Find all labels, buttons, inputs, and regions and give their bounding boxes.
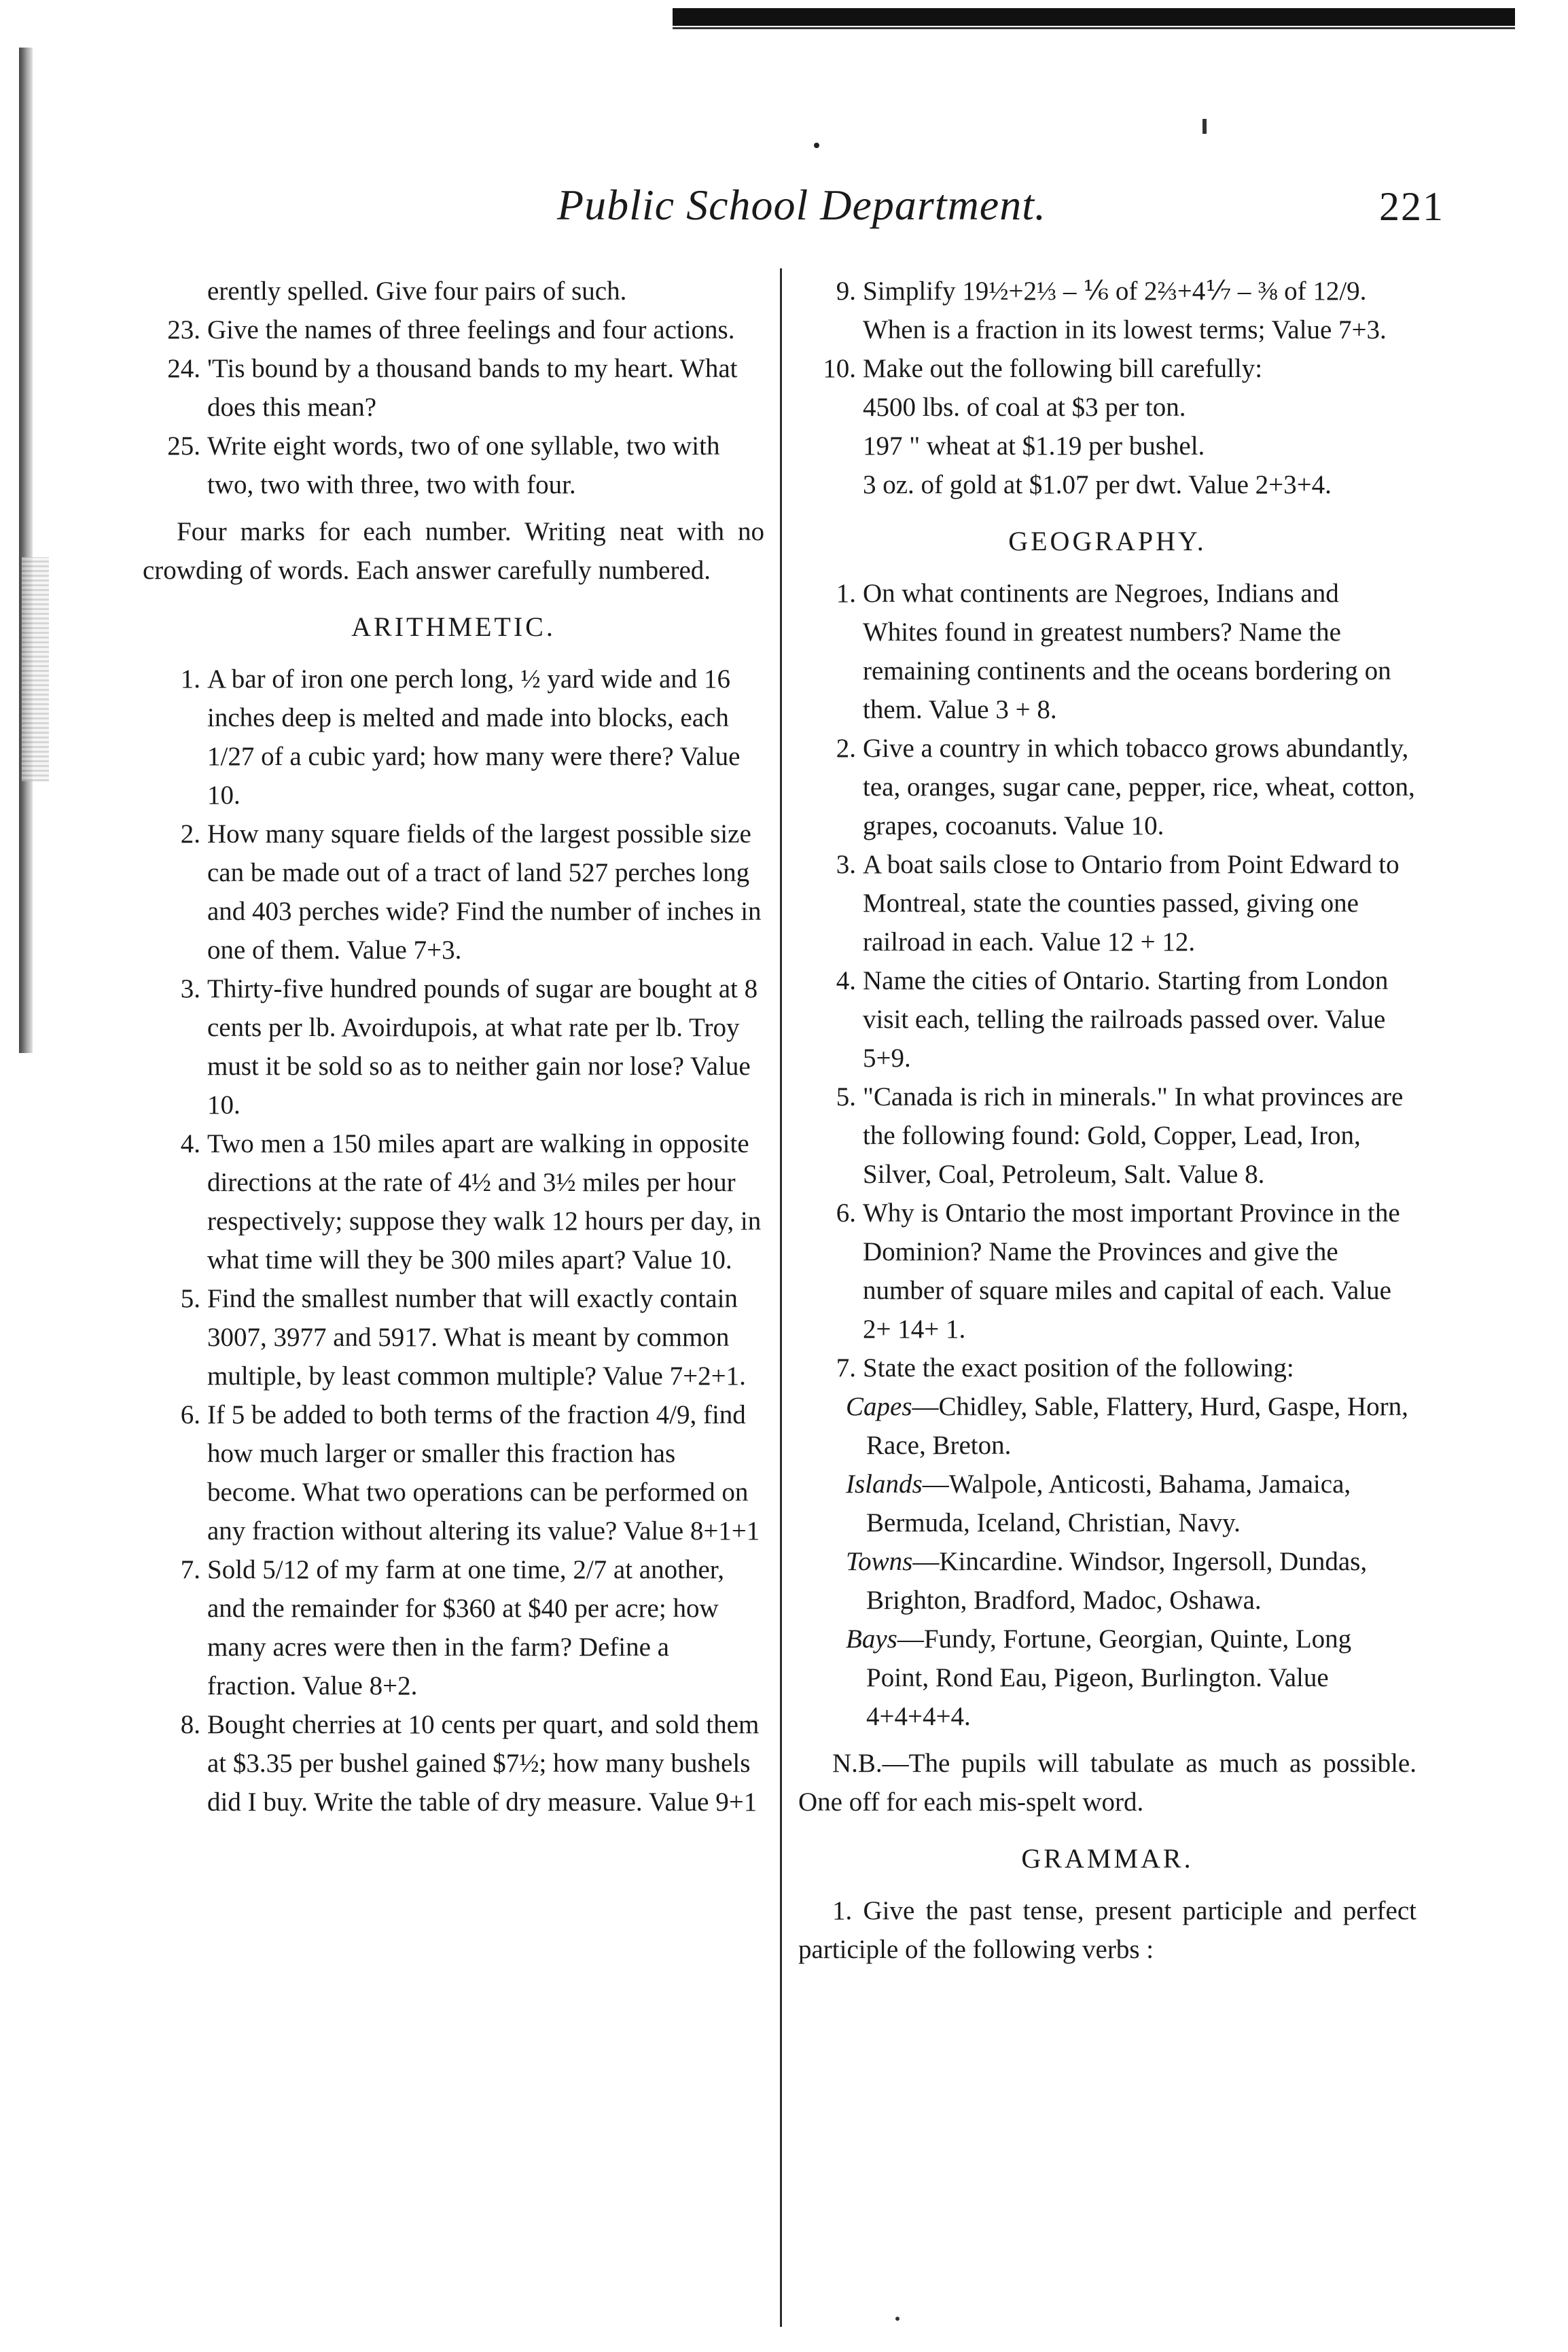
item-text: Bought cherries at 10 cents per quart, and sold them at $3.35 per bushel gained $7½; how many bushels did I buy. Write the table of dry measure. Value 9+1 bbox=[207, 1710, 760, 1817]
position-entry bbox=[798, 1465, 1416, 1542]
list-item bbox=[143, 660, 764, 815]
bill-line: 3 oz. of gold at $1.07 per dwt. Value 2+3+4. bbox=[863, 470, 1332, 499]
item-number: 7. bbox=[180, 1555, 200, 1584]
list-item bbox=[143, 969, 764, 1124]
item-text: Give a country in which tobacco grows abundantly, tea, oranges, sugar cane, pepper, rice, wheat, cotton, grapes, cocoanuts. Value 10. bbox=[863, 734, 1415, 840]
item-number: 6. bbox=[180, 1400, 200, 1429]
item-number: 10. bbox=[823, 354, 856, 383]
list-item bbox=[798, 961, 1416, 1077]
item-text: Why is Ontario the most important Province in the Dominion? Name the Provinces and give the number of square miles and capital of each. Value 2+ 14+ 1. bbox=[863, 1198, 1400, 1344]
list-item bbox=[798, 272, 1416, 349]
position-text: —Walpole, Anticosti, Bahama, Jamaica, Bermuda, Iceland, Christian, Navy. bbox=[866, 1469, 1351, 1537]
position-label: Bays bbox=[846, 1624, 897, 1654]
item-number: 5. bbox=[836, 1082, 856, 1111]
top-border-line bbox=[673, 27, 1515, 29]
position-entry bbox=[798, 1387, 1416, 1465]
list-item bbox=[798, 1077, 1416, 1194]
print-speck bbox=[895, 2317, 899, 2321]
list-item bbox=[143, 427, 764, 504]
item-text: A bar of iron one perch long, ½ yard wide and 16 inches deep is melted and made into blocks, each 1/27 of a cubic yard; how many were there? Value 10. bbox=[207, 664, 741, 810]
item-text: Name the cities of Ontario. Starting from London visit each, telling the railroads passed over. Value 5+9. bbox=[863, 966, 1389, 1073]
binding-texture bbox=[22, 557, 49, 781]
binding-shadow bbox=[19, 48, 33, 1053]
continued-text: erently spelled. Give four pairs of such. bbox=[207, 277, 627, 306]
position-entry bbox=[798, 1542, 1416, 1620]
item-text: Thirty-five hundred pounds of sugar are bought at 8 cents per lb. Avoirdupois, at what rate per lb. Troy must it be sold so as to neither gain nor lose? Value 10. bbox=[207, 974, 758, 1120]
position-text: —Kincardine. Windsor, Ingersoll, Dundas, Brighton, Bradford, Madoc, Oshawa. bbox=[866, 1547, 1368, 1615]
list-item bbox=[798, 574, 1416, 729]
item-text: A boat sails close to Ontario from Point Edward to Montreal, state the counties passed, giving one railroad in each. Value 12 + 12. bbox=[863, 850, 1400, 957]
item-text: Give the names of three feelings and four actions. bbox=[207, 315, 735, 344]
item-text: How many square fields of the largest possible size can be made out of a tract of land 527 perches long and 403 perches wide? Find the number of inches in one of them. Value 7+3. bbox=[207, 819, 762, 965]
list-item bbox=[143, 1395, 764, 1550]
list-item bbox=[143, 349, 764, 427]
item-text: Sold 5/12 of my farm at one time, 2/7 at another, and the remainder for $360 at $40 per acre; how many acres were then in the farm? Define a fraction. Value 8+2. bbox=[207, 1555, 724, 1700]
item-text: Two men a 150 miles apart are walking in opposite directions at the rate of 4½ and 3½ miles per hour respectively; suppose they walk 12 hours per day, in what time will they be 300 miles apart? Value 10. bbox=[207, 1129, 762, 1275]
item-number: 6. bbox=[836, 1198, 856, 1228]
right-column bbox=[798, 272, 1416, 1969]
section-heading-geography: GEOGRAPHY. bbox=[1008, 526, 1207, 556]
instructions-note: Four marks for each number. Writing neat with no crowding of words. Each answer carefully numbered. bbox=[143, 517, 764, 585]
page-number: 221 bbox=[1379, 184, 1444, 229]
position-label: Towns bbox=[846, 1547, 913, 1576]
position-label: Capes bbox=[846, 1392, 912, 1421]
item-text: Find the smallest number that will exactly contain 3007, 3977 and 5917. What is meant by common multiple, by least common multiple? Value 7+2+1. bbox=[207, 1284, 746, 1391]
grammar-item: 1. Give the past tense, present participle and perfect participle of the following verbs : bbox=[798, 1896, 1416, 1964]
item-number: 1. bbox=[180, 664, 200, 694]
item-number: 23. bbox=[167, 315, 200, 344]
item-number: 2. bbox=[836, 734, 856, 763]
list-item bbox=[798, 349, 1416, 388]
item-number: 2. bbox=[180, 819, 200, 849]
item-text: Simplify 19½+2⅓ – ⅙ of 2⅔+4⅐ – ⅜ of 12/9. When is a fraction in its lowest terms; Value 7+3. bbox=[863, 277, 1387, 344]
list-item bbox=[143, 1550, 764, 1705]
item-number: 5. bbox=[180, 1284, 200, 1313]
item-number: 8. bbox=[180, 1710, 200, 1739]
item-text: Make out the following bill carefully: bbox=[863, 354, 1263, 383]
column-divider bbox=[780, 268, 782, 2327]
item-text: Write eight words, two of one syllable, two with two, two with three, two with four. bbox=[207, 431, 720, 499]
nb-note: N.B.—The pupils will tabulate as much as possible. One off for each mis-spelt word. bbox=[798, 1749, 1416, 1817]
item-number: 24. bbox=[167, 354, 200, 383]
list-item bbox=[143, 1124, 764, 1279]
position-entry bbox=[798, 1620, 1416, 1736]
list-item bbox=[143, 815, 764, 969]
bill-line: 4500 lbs. of coal at $3 per ton. bbox=[863, 393, 1186, 422]
item-number: 9. bbox=[836, 277, 856, 306]
top-border-bar bbox=[673, 8, 1515, 26]
item-number: 3. bbox=[836, 850, 856, 879]
item-number: 3. bbox=[180, 974, 200, 1003]
item-number: 1. bbox=[836, 579, 856, 608]
list-item bbox=[798, 729, 1416, 845]
list-item bbox=[143, 310, 764, 349]
position-text: —Fundy, Fortune, Georgian, Quinte, Long Point, Rond Eau, Pigeon, Burlington. Value 4+4+4+4. bbox=[866, 1624, 1352, 1731]
item-number: 4. bbox=[836, 966, 856, 995]
item-text: On what continents are Negroes, Indians and Whites found in greatest numbers? Name the remaining continents and the oceans bordering on them. Value 3 + 8. bbox=[863, 579, 1391, 724]
position-label: Islands bbox=[846, 1469, 923, 1499]
list-item bbox=[798, 1349, 1416, 1387]
item-text: If 5 be added to both terms of the fraction 4/9, find how much larger or smaller this fraction has become. What two operations can be performed on any fraction without altering its value? Value 8+1+1 bbox=[207, 1400, 760, 1546]
section-heading-grammar: GRAMMAR. bbox=[1021, 1843, 1194, 1874]
page-title: Public School Department. bbox=[557, 181, 1046, 229]
item-number: 25. bbox=[167, 431, 200, 461]
item-text: 'Tis bound by a thousand bands to my heart. What does this mean? bbox=[207, 354, 738, 422]
position-text: —Chidley, Sable, Flattery, Hurd, Gaspe, Horn, Race, Breton. bbox=[866, 1392, 1408, 1460]
left-column bbox=[143, 272, 764, 1821]
list-item bbox=[143, 1705, 764, 1821]
list-item bbox=[798, 845, 1416, 961]
list-item bbox=[798, 1194, 1416, 1349]
print-speck bbox=[1202, 119, 1207, 134]
print-speck bbox=[814, 143, 819, 148]
bill-line: 197 " wheat at $1.19 per bushel. bbox=[863, 431, 1205, 461]
item-text: "Canada is rich in minerals." In what provinces are the following found: Gold, Copper, Lead, Iron, Silver, Coal, Petroleum, Salt. Value 8. bbox=[863, 1082, 1404, 1189]
item-number: 4. bbox=[180, 1129, 200, 1158]
list-item bbox=[143, 1279, 764, 1395]
section-heading-arithmetic: ARITHMETIC. bbox=[351, 611, 556, 642]
item-text: State the exact position of the following: bbox=[863, 1353, 1294, 1383]
item-number: 7. bbox=[836, 1353, 856, 1383]
